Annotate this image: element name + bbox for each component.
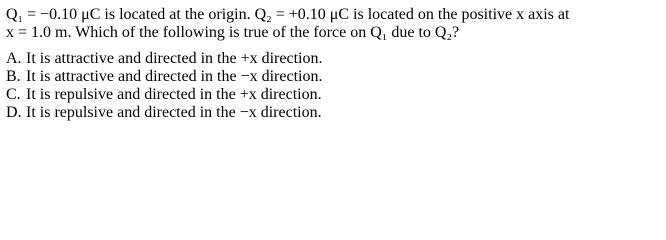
choice-b[interactable] (6, 68, 656, 86)
choice-a-text: It is attractive and directed in the +x direction. (26, 50, 323, 67)
choice-d-text: It is repulsive and directed in the −x direction. (26, 104, 322, 121)
choice-a[interactable] (6, 50, 656, 68)
choice-d-letter: D. (6, 104, 22, 121)
answer-choices (6, 50, 656, 122)
choice-d[interactable] (6, 104, 656, 122)
question-text (6, 6, 662, 42)
choice-c[interactable] (6, 86, 656, 104)
choice-b-text: It is attractive and directed in the −x direction. (26, 68, 323, 85)
choice-b-letter: B. (6, 68, 21, 85)
choice-c-text: It is repulsive and directed in the +x direction. (26, 86, 322, 103)
choice-c-letter: C. (6, 86, 21, 103)
choice-a-letter: A. (6, 50, 22, 67)
question-line-2: x = 1.0 m. Which of the following is true of the force on Q₁ due to Q₂? (6, 24, 460, 41)
question-line-1: Q₁ = −0.10 μC is located at the origin. Q₂ = +0.10 μC is located on the positive x axis at (6, 6, 570, 23)
